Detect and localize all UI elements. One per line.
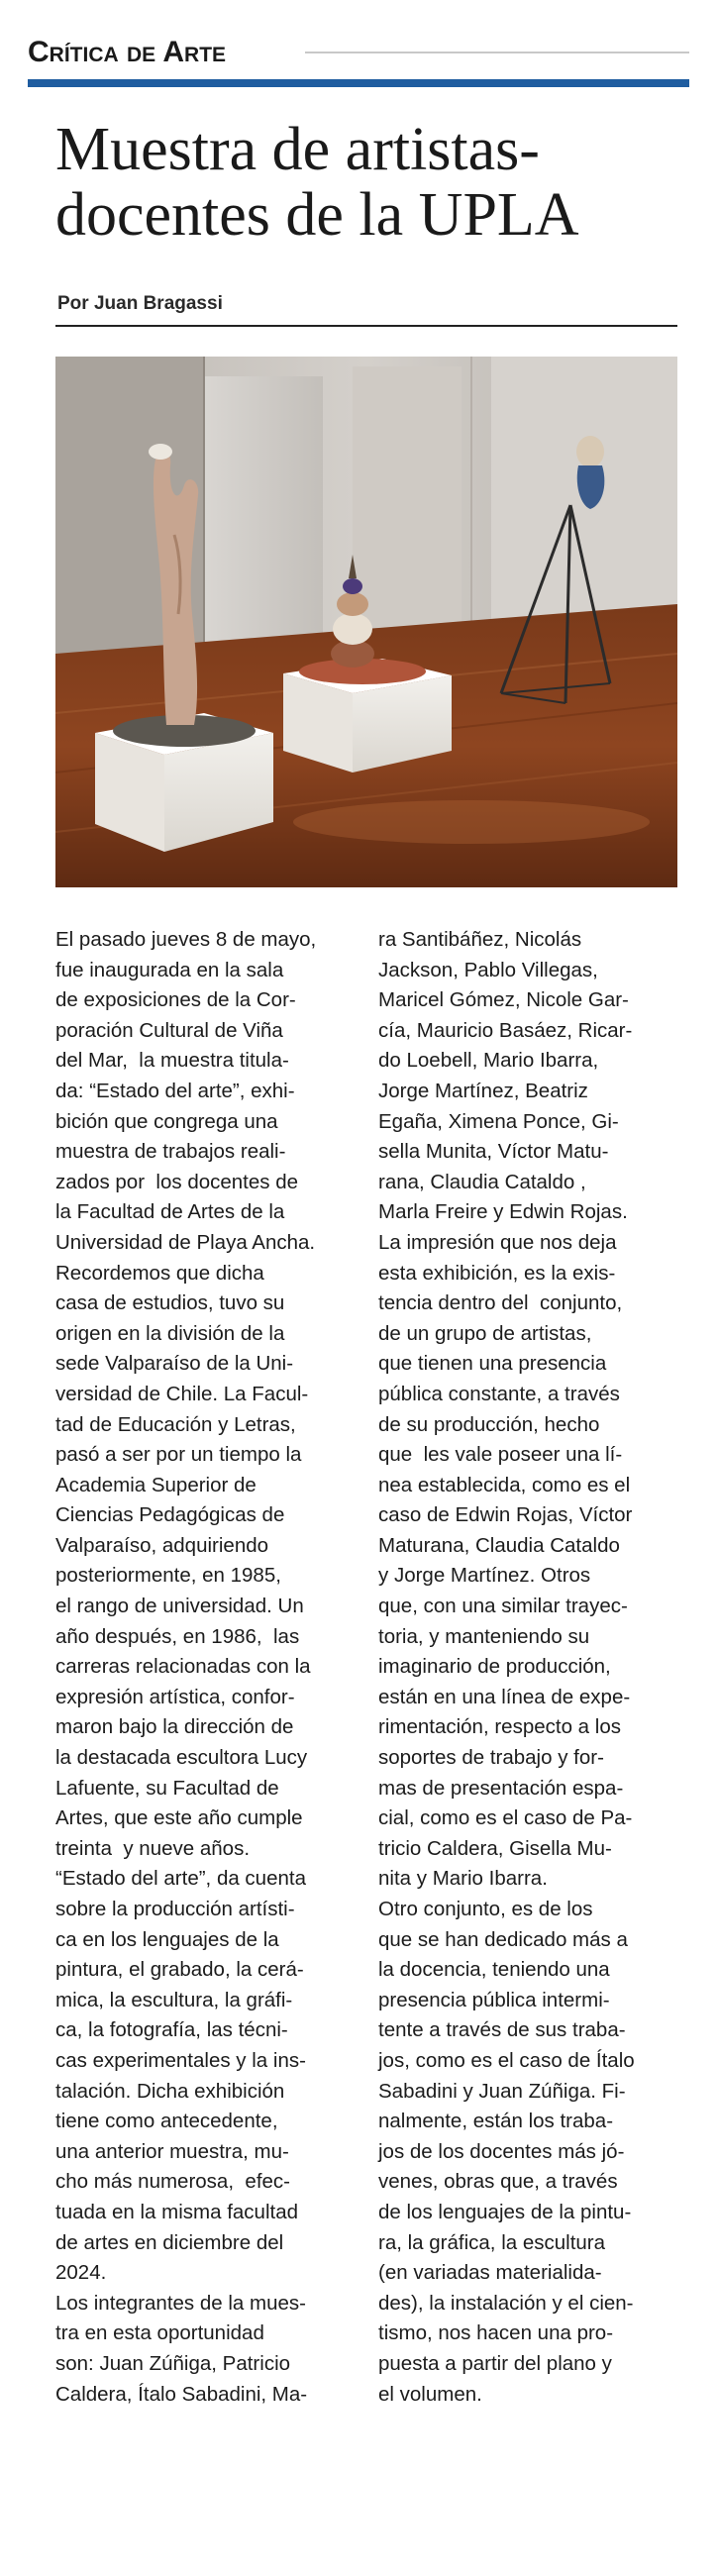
body-text-line: Maricel Gómez, Nicole Gar-	[378, 988, 629, 1012]
body-text-line: nalmente, están los traba-	[378, 2110, 614, 2133]
body-text-line: imaginario de producción,	[378, 1655, 611, 1679]
body-text-line: tismo, nos hacen una pro-	[378, 2321, 614, 2345]
body-text-line: Sabadini y Juan Zúñiga. Fi-	[378, 2079, 626, 2103]
sculptures-exhibition-photo-icon	[55, 357, 677, 887]
body-text-line: treinta y nueve años.	[55, 1836, 251, 1860]
body-text-line: zados por los docentes de	[55, 1170, 299, 1193]
body-text-line: puesta a partir del plano y	[378, 2351, 612, 2375]
body-text-line: Recordemos que dicha	[55, 1261, 264, 1285]
body-text-line: expresión artística, confor-	[55, 1685, 295, 1708]
body-text-line: La impresión que nos deja	[378, 1230, 617, 1254]
body-text-line: versidad de Chile. La Facul-	[55, 1382, 309, 1405]
body-text-line: “Estado del arte”, da cuenta	[55, 1867, 306, 1891]
body-text-line: Ciencias Pedagógicas de	[55, 1503, 285, 1527]
body-text-line: Lafuente, su Facultad de	[55, 1776, 279, 1800]
body-text-line: posteriormente, en 1985,	[55, 1564, 281, 1588]
body-text-line: tiene como antecedente,	[55, 2110, 278, 2133]
body-text-line: ca, la fotografía, las técni-	[55, 2018, 288, 2042]
body-text-line: el volumen.	[378, 2382, 482, 2406]
body-text-line: cial, como es el caso de Pa-	[378, 1806, 633, 1830]
body-text-line: mica, la escultura, la gráfi-	[55, 1988, 293, 2011]
body-text-line: la Facultad de Artes de la	[55, 1200, 285, 1224]
body-text-line: tuada en la misma facultad	[55, 2200, 298, 2223]
body-text-line: de artes en diciembre del	[55, 2230, 284, 2254]
body-text-line: ra, la gráfica, la escultura	[378, 2230, 606, 2254]
section-header	[28, 30, 689, 77]
body-text-line: Los integrantes de la mues-	[55, 2291, 306, 2315]
body-text-line: poración Cultural de Viña	[55, 1018, 283, 1042]
body-text-line: tricio Caldera, Gisella Mu-	[378, 1836, 612, 1860]
body-text-line: 2024.	[55, 2261, 107, 2285]
body-text-line: que les vale poseer una lí-	[378, 1443, 623, 1467]
byline: Por Juan Bragassi	[57, 293, 223, 314]
body-text-line: des), la instalación y el cien-	[378, 2291, 634, 2315]
body-text-line: venes, obras que, a través	[378, 2170, 618, 2194]
body-text-line: Artes, que este año cumple	[55, 1806, 303, 1830]
body-text-line: una anterior muestra, mu-	[55, 2139, 289, 2163]
body-text-line: de su producción, hecho	[378, 1412, 600, 1436]
headline	[55, 117, 669, 248]
body-text-line: toria, y manteniendo su	[378, 1624, 590, 1648]
body-text-line: tencia dentro del conjunto,	[378, 1291, 623, 1315]
body-column-left	[55, 925, 362, 2410]
body-text-line: que tienen una presencia	[378, 1352, 607, 1376]
body-text-line: año después, en 1986, las	[55, 1624, 300, 1648]
body-text-line: de un grupo de artistas,	[378, 1321, 592, 1345]
body-text-line: Marla Freire y Edwin Rojas.	[378, 1200, 628, 1224]
body-text-line: la destacada escultora Lucy	[55, 1746, 308, 1770]
body-text-line: talación. Dicha exhibición	[55, 2079, 285, 2103]
section-top-rule	[305, 52, 689, 53]
body-text-line: Academia Superior de	[55, 1473, 257, 1496]
body-text-line: son: Juan Zúñiga, Patricio	[55, 2351, 291, 2375]
body-text-line: presencia pública intermi-	[378, 1988, 610, 2011]
body-text-line: Otro conjunto, es de los	[378, 1898, 593, 1920]
body-text-line: jos de los docentes más jó-	[378, 2139, 625, 2163]
body-text-line: Caldera, Ítalo Sabadini, Ma-	[55, 2382, 308, 2406]
body-text-line: (en variadas materialida-	[378, 2261, 602, 2285]
body-text-line: tra en esta oportunidad	[55, 2321, 264, 2345]
body-text-line: nea establecida, como es el	[378, 1473, 631, 1496]
body-text-line: que se han dedicado más a	[378, 1927, 628, 1951]
body-text-line: sella Munita, Víctor Matu-	[378, 1140, 609, 1164]
byline-rule	[55, 325, 677, 327]
body-text-line: pintura, el grabado, la cerá-	[55, 1958, 304, 1982]
body-text-line: sobre la producción artísti-	[55, 1898, 295, 1920]
body-text-line: jos, como es el caso de Ítalo	[378, 2048, 635, 2072]
body-text-line: mas de presentación espa-	[378, 1776, 624, 1800]
body-text-line: de exposiciones de la Cor-	[55, 988, 296, 1012]
body-text-line: esta exhibición, es la exis-	[378, 1261, 616, 1285]
body-text-line: El pasado jueves 8 de mayo,	[55, 928, 317, 951]
body-text-line: ca en los lenguajes de la	[55, 1927, 279, 1951]
body-text-line: Maturana, Claudia Cataldo	[378, 1533, 620, 1557]
body-text-line: Valparaíso, adquiriendo	[55, 1533, 269, 1557]
body-text-line: Jackson, Pablo Villegas,	[378, 958, 598, 981]
body-text-line: la docencia, teniendo una	[378, 1958, 610, 1982]
body-text-line: muestra de trabajos reali-	[55, 1140, 286, 1164]
body-text-line: que, con una similar trayec-	[378, 1595, 628, 1618]
section-label: Crítica de Arte	[28, 34, 236, 71]
body-text-line: tad de Educación y Letras,	[55, 1412, 296, 1436]
body-text-line: do Loebell, Mario Ibarra,	[378, 1049, 599, 1073]
body-text-line: tente a través de sus traba-	[378, 2018, 626, 2042]
body-text-line: pasó a ser por un tiempo la	[55, 1443, 302, 1467]
body-text-line: Universidad de Playa Ancha.	[55, 1230, 316, 1254]
body-text-line: cho más numerosa, efec-	[55, 2170, 290, 2194]
body-text-line: de los lenguajes de la pintu-	[378, 2200, 632, 2223]
body-text-line: pública constante, a través	[378, 1382, 620, 1405]
section-accent-rule	[28, 79, 689, 87]
body-text-line: ra Santibáñez, Nicolás	[378, 928, 582, 951]
body-text-line: cas experimentales y la ins-	[55, 2048, 306, 2072]
body-text-line: fue inaugurada en la sala	[55, 958, 284, 981]
headline-line-2: docentes de la UPLA	[55, 181, 579, 249]
body-text-line: están en una línea de expe-	[378, 1685, 631, 1708]
body-text-line: casa de estudios, tuvo su	[55, 1291, 285, 1315]
body-text-line: da: “Estado del arte”, exhi-	[55, 1079, 295, 1102]
body-text-line: del Mar, la muestra titula-	[55, 1049, 289, 1073]
body-text-line: rimentación, respecto a los	[378, 1715, 621, 1739]
body-text-line: y Jorge Martínez. Otros	[378, 1564, 591, 1588]
body-text-line: el rango de universidad. Un	[55, 1595, 304, 1618]
body-text-line: maron bajo la dirección de	[55, 1715, 294, 1739]
body-text-line: rana, Claudia Cataldo ,	[378, 1170, 586, 1193]
body-text-line: Jorge Martínez, Beatriz	[378, 1079, 588, 1102]
headline-line-1: Muestra de artistas-	[55, 116, 540, 183]
body-text-line: soportes de trabajo y for-	[378, 1746, 604, 1770]
body-text-line: origen en la división de la	[55, 1321, 285, 1345]
body-text-line: sede Valparaíso de la Uni-	[55, 1352, 294, 1376]
body-text-line: bición que congrega una	[55, 1109, 278, 1133]
body-text-line: caso de Edwin Rojas, Víctor	[378, 1503, 633, 1527]
body-text-line: Egaña, Ximena Ponce, Gi-	[378, 1109, 619, 1133]
body-column-right	[378, 925, 689, 2410]
exhibition-photo	[55, 357, 677, 887]
body-text-line: nita y Mario Ibarra.	[378, 1867, 548, 1891]
body-text-line: carreras relacionadas con la	[55, 1655, 311, 1679]
body-text-line: cía, Mauricio Basáez, Ricar-	[378, 1018, 633, 1042]
